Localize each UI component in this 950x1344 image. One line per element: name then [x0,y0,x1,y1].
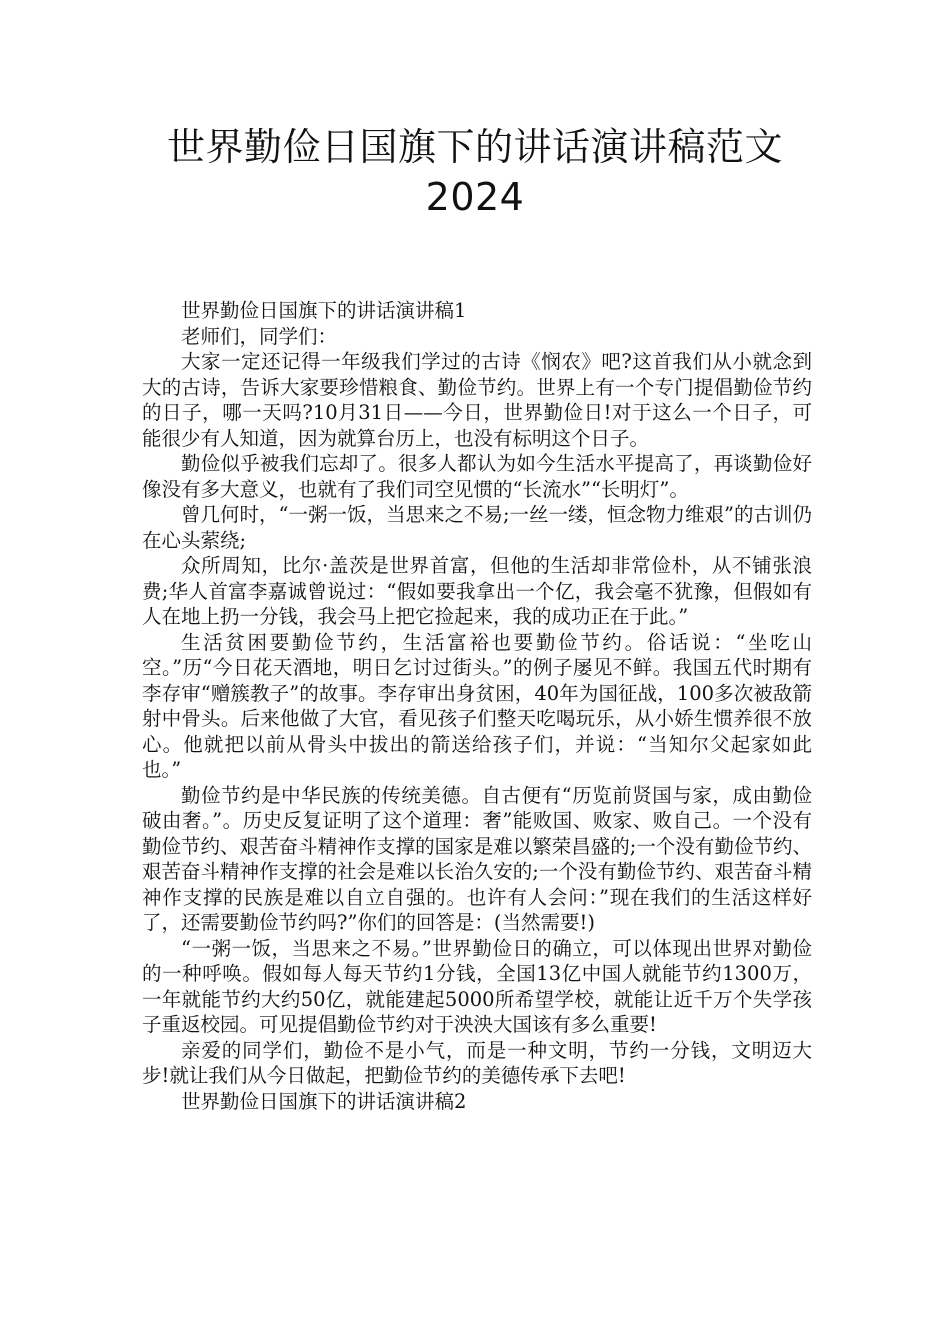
title-line-1: 世界勤俭日国旗下的讲话演讲稿范文 [166,125,783,169]
section-heading-1: 世界勤俭日国旗下的讲话演讲稿1 [181,299,467,322]
salutation: 老师们，同学们： [181,324,338,348]
paragraph: “一粥一饭，当思来之不易。”世界勤俭日的确立，可以体现出世界对勤俭的一种呼唤。假如每人每天节约1分钱，全国13亿中国人就能节约1300万，一年就能节约大约50亿，就能建起5000所希望学校，就能让近千万个失学孩子重返校园。可见提倡勤俭节约对于泱泱大国该有多么重要! [142,936,812,1036]
title-line-2: 2024 [425,175,525,219]
document-body [142,298,812,1114]
paragraph: 生活贫困要勤俭节约，生活富裕也要勤俭节约。俗话说：“坐吃山空。”历“今日花天酒地，明日乞讨过街头。”的例子屡见不鲜。我国五代时期有李存审“赠簇教子”的故事。李存审出身贫困，40年为国征战，100多次被敌箭射中骨头。后来他做了大官，看见孩子们整天吃喝玩乐，从小娇生惯养很不放心。他就把以前从骨头中拔出的箭送给孩子们，并说：“当知尔父起家如此也。” [142,630,812,781]
section-heading-2: 世界勤俭日国旗下的讲话演讲稿2 [181,1089,467,1113]
paragraph: 勤俭节约是中华民族的传统美德。自古便有“历览前贤国与家，成由勤俭破由奢。”。历史反复证明了这个道理：奢”能败国、败家、败自己。一个没有勤俭节约、艰苦奋斗精神作支撑的国家是难以繁荣昌盛的;一个没有勤俭节约、艰苦奋斗精神作支撑的社会是难以长治久安的;一个没有勤俭节约、艰苦奋斗精神作支撑的民族是难以自立自强的。也许有人会问：”现在我们的生活这样好了，还需要勤俭节约吗?”你们的回答是：(当然需要!) [142,783,812,934]
paragraph: 众所周知，比尔·盖茨是世界首富，但他的生活却非常俭朴，从不铺张浪费;华人首富李嘉诚曾说过：“假如要我拿出一个亿，我会毫不犹豫，但假如有人在地上扔一分钱，我会马上把它捡起来，我的成功正在于此。” [142,554,812,628]
document-title [100,122,850,222]
paragraph: 大家一定还记得一年级我们学过的古诗《悯农》吧?这首我们从小就念到大的古诗，告诉大家要珍惜粮食、勤俭节约。世界上有一个专门提倡勤俭节约的日子，哪一天吗?10月31日——今日，世界勤俭日!对于这么一个日子，可能很少有人知道，因为就算台历上，也没有标明这个日子。 [142,350,812,450]
paragraph: 曾几何时，“一粥一饭，当思来之不易;一丝一缕，恒念物力维艰”的古训仍在心头萦绕; [142,503,813,552]
paragraph: 勤俭似乎被我们忘却了。很多人都认为如今生活水平提高了，再谈勤俭好像没有多大意义，也就有了我们司空见惯的“长流水”“长明灯”。 [142,452,812,501]
paragraph: 亲爱的同学们，勤俭不是小气，而是一种文明，节约一分钱，文明迈大步!就让我们从今日做起，把勤俭节约的美德传承下去吧! [142,1038,812,1087]
